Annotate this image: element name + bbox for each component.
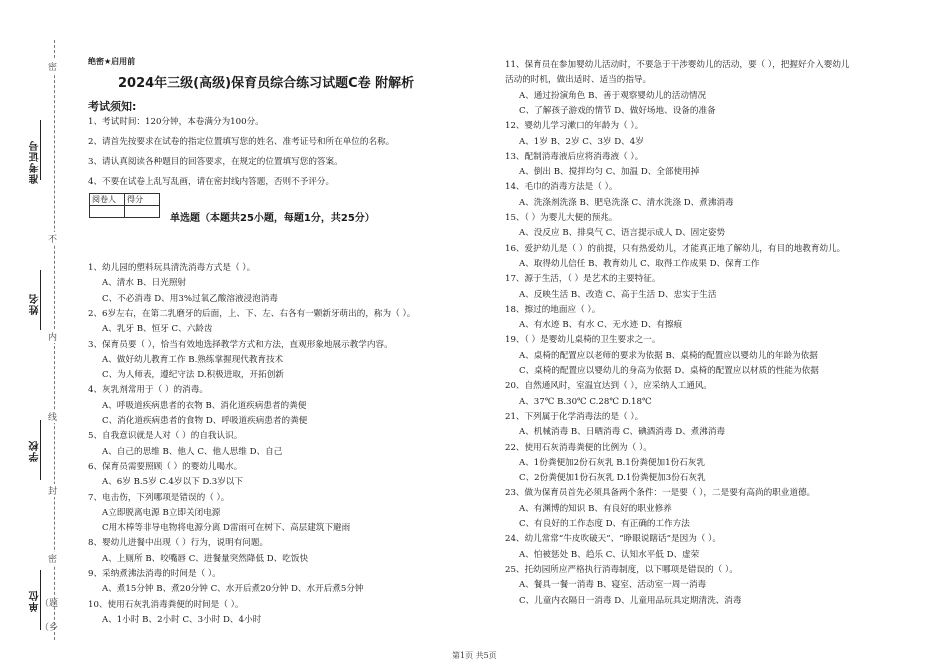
question-stem: 19、（ ）是婴幼儿桌椅的卫生要求之一。 xyxy=(505,335,661,346)
question-stem: 11、保育员在参加婴幼儿活动时，不要急于干涉婴幼儿的活动，要（ ），把握好介入婴幼儿 xyxy=(505,60,850,70)
question-stem: 14、毛巾的消毒方法是（ ）。 xyxy=(505,182,618,193)
question-stem: 17、源于生活，（ ）是艺术的主要特征。 xyxy=(505,274,661,285)
question-stem: 7、电击伤，下列哪项是错误的（ ）。 xyxy=(88,492,230,503)
question-options: C、儿童内衣隔日一消毒 D、儿童用品玩具定期清洗、消毒 xyxy=(519,595,742,606)
margin-placeholder: （题 xyxy=(40,599,59,609)
exam-number-field[interactable] xyxy=(40,120,41,180)
question-options: A、取得幼儿信任 B、教育幼儿 C、取得工作成果 D、保育工作 xyxy=(519,258,760,269)
question-options: A、反映生活 B、改造 C、高于生活 D、忠实于生活 xyxy=(519,289,717,300)
question-options: A、1岁 B、2岁 C、3岁 D、4岁 xyxy=(519,136,644,147)
question-options: A、做好幼儿教育工作 B.熟练掌握现代教育技术 xyxy=(102,354,284,365)
score-box xyxy=(89,193,160,218)
seal-char: 封 xyxy=(48,484,57,497)
question-options: A、有渊博的知识 B、有良好的职业修养 xyxy=(519,503,672,514)
grader-label: 阅卷人 xyxy=(90,194,125,206)
question-stem: 4、灰乳剂常用于（ ）的消毒。 xyxy=(88,385,208,396)
question-stem: 3、保育员要（ ），恰当有效地选择教学方式和方法，直观形象地展示教学内容。 xyxy=(88,339,393,350)
question-options: A、倒出 B、搅拌均匀 C、加温 D、全部使用掉 xyxy=(519,167,700,178)
question-options: A、清水 B、日光照射 xyxy=(102,278,187,289)
question-options: A、上厕所 B、咬嘴唇 C、进餐量突然降低 D、吃饭快 xyxy=(102,553,309,564)
question-options: C、了解孩子游戏的情节 D、做好场地、设备的准备 xyxy=(519,105,716,116)
question-stem: 20、自然通风时，室温宜达到（ ），应采纳人工通风。 xyxy=(505,381,713,392)
question-stem: 25、托幼园所应严格执行消毒制度，以下哪项是错误的（ ）。 xyxy=(505,564,738,575)
notice-item: 1、考试时间：120分钟，本卷满分为100分。 xyxy=(88,117,264,127)
question-options: C、为人师表，遵纪守法 D.积极进取，开拓创新 xyxy=(102,370,284,381)
question-options: C、桌椅的配置应以婴幼儿的身高为依据 D、桌椅的配置应以材质的性能为依据 xyxy=(519,366,819,376)
grader-cell[interactable] xyxy=(90,206,125,218)
question-stem: 6、保育员需要照顾（ ）的婴幼儿喝水。 xyxy=(88,461,243,472)
question-options: A、呼吸道疾病患者的衣物 B、消化道疾病患者的粪便 xyxy=(102,400,307,411)
notice-item: 2、请首先按要求在试卷的指定位置填写您的姓名、准考证号和所在单位的名称。 xyxy=(88,137,395,147)
seal-char: 密 xyxy=(48,552,57,565)
name-field[interactable] xyxy=(40,270,41,330)
question-options: A、有水迹 B、有水 C、无水迹 D、有擦痕 xyxy=(519,320,683,331)
question-stem: 15、（ ）为婴儿大便的预兆。 xyxy=(505,213,618,223)
margin-label-school: 学校 xyxy=(30,440,41,462)
question-stem: 21、下列属于化学消毒法的是（ ）。 xyxy=(505,411,644,422)
question-stem: 12、婴幼儿学习漱口的年龄为（ ）。 xyxy=(505,121,644,132)
question-stem: 13、配制消毒液后应将消毒液（ ）。 xyxy=(505,151,644,162)
seal-char: 不 xyxy=(48,232,57,245)
question-options: C、2份粪便加1份石灰乳 D.1份粪便加3份石灰乳 xyxy=(519,473,706,484)
question-stem: 23、做为保育员首先必须具备两个条件：一是要（ ），二是要有高尚的职业道德。 xyxy=(505,488,816,499)
seal-char: 线 xyxy=(48,410,57,423)
question-stem: 22、使用石灰消毒粪便的比例为（ ）。 xyxy=(505,442,652,453)
question-options: A、没反应 B、排臭气 C、语言提示成人 D、固定姿势 xyxy=(519,228,726,239)
notice-item: 3、请认真阅读各种题目的回答要求，在规定的位置填写您的答案。 xyxy=(88,157,343,167)
question-stem: 10、使用石灰乳消毒粪便的时间是（ ）。 xyxy=(88,599,244,610)
question-options: A、6岁 B.5岁 C.4岁以下 D.3岁以下 xyxy=(102,477,243,488)
binding-margin xyxy=(0,0,72,671)
margin-label-exam-number: 准考证号 xyxy=(30,140,41,184)
question-options: A、怕被惩处 B、趋乐 C、认知水平低 D、虚荣 xyxy=(519,549,700,560)
question-options: A、机械消毒 B、日晒消毒 C、碘酒消毒 D、煮沸消毒 xyxy=(519,427,726,438)
notice-heading: 考试须知: xyxy=(88,100,137,113)
question-options: A、煮15分钟 B、煮20分钟 C、水开后煮20分钟 D、水开后煮5分钟 xyxy=(102,584,364,595)
question-options: A、餐具一餐一消毒 B、寝室、活动室一周一消毒 xyxy=(519,580,707,591)
margin-label-unit: 单位 xyxy=(30,590,41,612)
question-options: A、通过扮演角色 B、善于观察婴幼儿的活动情况 xyxy=(519,90,707,101)
question-options: C、不必消毒 D、用3%过氧乙酸溶液浸泡消毒 xyxy=(102,293,278,304)
margin-label-name: 姓名 xyxy=(30,293,41,315)
question-options: A、乳牙 B、恒牙 C、六龄齿 xyxy=(102,324,213,335)
question-stem: 2、6岁左右，在第二乳磨牙的后面，上、下、左、右各有一颗新牙萌出的，称为（ ）。 xyxy=(88,308,416,319)
question-stem: 16、爱护幼儿是（ ）的前提，只有热爱幼儿，才能真正地了解幼儿，有目的地教育幼儿。 xyxy=(505,243,846,254)
question-options: A、37℃ B.30℃ C.28℃ D.18℃ xyxy=(519,396,652,407)
question-options: A、洗涤剂洗涤 B、肥皂洗涤 C、清水洗涤 D、煮沸消毒 xyxy=(519,197,734,208)
question-stem: 1、幼儿园的塑料玩具清洗消毒方式是（ ）。 xyxy=(88,263,256,273)
question-options: A、桌椅的配置应以老师的要求为依据 B、桌椅的配置应以婴幼儿的年龄为依据 xyxy=(519,350,818,361)
page-title: 2024年三级(高级)保育员综合练习试题C卷 附解析 xyxy=(118,76,415,91)
page-footer: 第1页 共5页 xyxy=(452,651,497,660)
question-stem: 9、采纳煮沸法消毒的时间是（ ）。 xyxy=(88,569,221,579)
question-options: A、自己的思维 B、他人 C、他人思维 D、自己 xyxy=(102,446,283,457)
score-cell[interactable] xyxy=(125,206,160,218)
question-options: C、消化道疾病患者的食物 D、呼吸道疾病患者的粪便 xyxy=(102,416,308,426)
notice-item: 4、不要在试卷上乱写乱画，请在密封线内答题，否则不予评分。 xyxy=(88,177,335,187)
question-stem: 18、擦过的地面应（ ）。 xyxy=(505,304,601,315)
school-field[interactable] xyxy=(40,420,41,480)
question-stem: 8、婴幼儿进餐中出现（ ）行为，说明有问题。 xyxy=(88,538,269,549)
question-options: C、有良好的工作态度 D、有正确的工作方法 xyxy=(519,519,690,529)
question-options: A、1小时 B、2小时 C、3小时 D、4小时 xyxy=(102,614,262,625)
margin-placeholder: （乡 xyxy=(40,623,59,633)
score-label: 得分 xyxy=(125,194,160,206)
question-options: A、1份粪便加2份石灰乳 B.1份粪便加1份石灰乳 xyxy=(519,457,705,468)
seal-char: 密 xyxy=(48,60,57,73)
question-options: A立即脱离电源 B立即关闭电源 xyxy=(102,507,221,518)
section-heading: 单选题（本题共25小题，每题1分，共25分） xyxy=(170,213,375,224)
secret-label: 绝密★启用前 xyxy=(88,57,136,66)
seal-char: 内 xyxy=(48,330,57,343)
question-options: C用木棒等非导电物将电源分离 D雷雨可在树下、高层建筑下避雨 xyxy=(102,523,351,534)
question-stem: 活动的时机，做出适时、适当的指导。 xyxy=(505,75,652,86)
question-stem: 24、幼儿常常“牛皮吹破天”、“睁眼说瞎话”是因为（ ）。 xyxy=(505,534,722,545)
question-stem: 5、自我意识就是人对（ ）的自我认识。 xyxy=(88,431,243,442)
